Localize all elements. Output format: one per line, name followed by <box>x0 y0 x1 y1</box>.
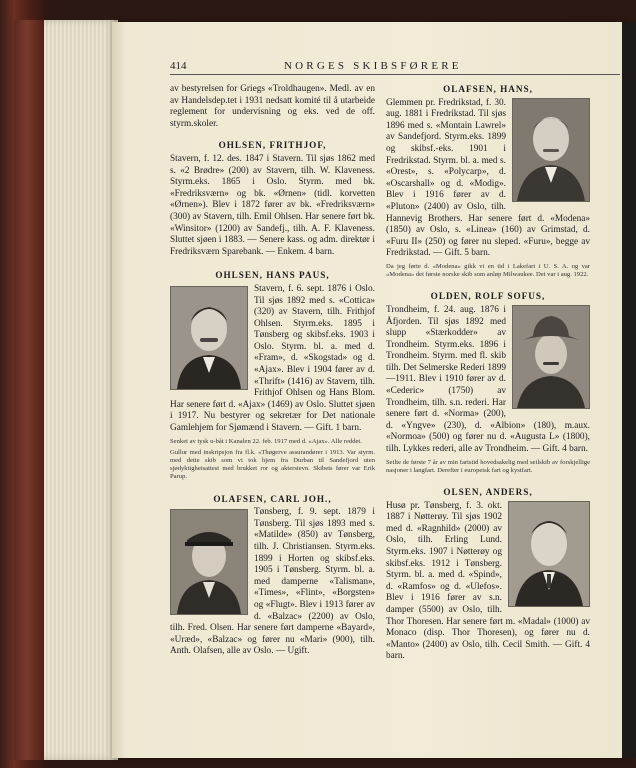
portrait-olafsen-hans <box>512 98 590 202</box>
entry-heading-olafsen-hans: OLAFSEN, HANS, <box>443 84 533 94</box>
entry-body-olsen-anders: Husø pr. Tønsberg, f. 3. okt. 1887 i Nøtterøy. Til sjøs 1902 med d. «Ragnhild» (2000) av Oslo, tilh. Erling Lund. Styrm.eks. 1907 i Nøtterøy og skibsf.eks. 1912 i Tønsberg. Styrm. bl. a. med d. «Spind», d. «Ramfos» og d. «Ulefos». Blev i 1916 fører av s.n. damper (5500) av Oslo, tilh. Thor Thoresen. Har senere ført m. «Madal» (1000) av Monaco (disp. Thor Thoresen), og fører nu d. «Manto» (2400) av Oslo, tilh. Cecil Smith. — Gift. 4 barn. <box>386 500 590 662</box>
page-stack-edges <box>44 20 118 760</box>
entry-body-ohlsen-hans-paus: Stavern, f. 6. sept. 1876 i Oslo. Til sjøs 1892 med s. «Cottica» (320) av Stavern, tilh. Frithjof Ohlsen. Styrm.eks. 1895 i Tønsberg og skibsf.eks. 1903 i Oslo. Styrm. bl. a. med d. «Fram», d. «Skogstad» og d. «Ajax». Blev i 1904 fører av d. «Thrift» (1416) av Stavern, tilh. Frithjof Ohlsen og Hans Blom. Har senere ført d. «Ajax» (1469) av Oslo. Sluttet sjøen i 1917. Nu bestyrer og sekretær for Det nationale Gamlehjem for Sjømænd i Stavern. — Gift. 1 barn. <box>170 283 375 434</box>
portrait-olafsen-carl-joh <box>170 509 248 615</box>
entry-note-ohlsen-hans-paus-2: Gullur med inskripsjon fra fl.k. «Thøgerve assurandører i 1913. Var styrm. med dette skib som vi tok hjem fra Durban til Sandefjord uten sjødyktighetsattest med brukket ror og akterstevn. Skibets fører var Erik Parup. <box>170 448 375 481</box>
intro-text: av bestyrelsen for Griegs «Troldhaugen». Medl. av en av Handelsdep.tet i 1931 nedsatt komité til å utarbeide reglement for undervisning og eks. ved de off. styrm.skoler. <box>170 84 375 129</box>
left-column <box>170 84 375 658</box>
right-column <box>386 84 590 663</box>
entry-heading-olafsen-carl-joh: OLAFSEN, CARL JOH., <box>213 493 332 504</box>
right-edge-shadow <box>622 22 636 758</box>
entry-note-ohlsen-hans-paus-1: Senket av tysk u-båt i Kanalen 22. feb. 1917 med d. «Ajax». Alle reddet. <box>170 437 362 445</box>
entry-body-ohlsen-frithjof: Stavern, f. 12. des. 1847 i Stavern. Til sjøs 1862 med s. «2 Brødre» (200) av Stavern, tilh. W. Klaveness. Styrm.eks. 1865 i Oslo. Styrm. med bk. «Fredriksværn» og bk. «Ørnen» (tidl. korvetten «Ørnen»). Blev i 1872 fører av bk. «Fredriksværn» (300) av Stavern, tilh. Emil Ohlsen. Har senere ført bk. «Winsitor» (1200) av Sandefj., tilh. A. F. Klaveness. Sluttet sjøen i 1883. — Senere kass. og adm. direktør i Fredriksværn Sparebank. — Enkem. 4 barn. <box>170 153 375 257</box>
entry-body-olafsen-hans: Glemmen pr. Fredrikstad, f. 30. aug. 1881 i Fredrikstad. Til sjøs 1896 med s. «Montain Lawrel» av Sandefjord. Styrm.eks. 1899 og skibsf.-eks. 1901 i Fredrikstad. Styrm. bl. a. med s. «Orest», s. «Polycarp», d. «Oscarshall» og d. «Modig». Blev i 1916 fører av d. «Pluton» (2400) av Oslo, tilh. Hannevig Brothers. Har senere ført d. «Modena» (1850) av Oslo, s. «Linea» (160) av Grimstad, d. «Furu II» (250) og fører nu sleped. «Furu», begge av Fredrikstad. — Gift. 5 barn. <box>386 97 590 259</box>
entry-body-olden-rolf-sofus: Trondheim, f. 24. aug. 1876 i Åfjorden. Til sjøs 1892 med slupp «Stærkodder» av Trondheim. Styrm.eks. 1896 i Trondheim. Styrm. med fl. skib tilh. Det Selmerske Rederi 1899—1911. Blev i 1910 fører av d. «Cederic» (1750) av Trondheim, tilh. s.n. rederi. Har senere ført d. «Norma» (200), d. «Yngve» (230), d. «Albion» (180), m.aux. «Normoa» (500) og fører nu d. «Augusta L» (1800), tilh. Lykkes rederi, alle av Trondheim. — Gift. 4 barn. <box>386 304 590 455</box>
entry-heading-olden-rolf-sofus: OLDEN, ROLF SOFUS, <box>430 291 546 302</box>
portrait-olden-rolf-sofus <box>512 305 590 409</box>
portrait-ohlsen-hans-paus <box>170 286 248 390</box>
header-rule <box>170 74 620 75</box>
entry-note-olafsen-hans: Da jeg førte d. «Modena» gikk vi en tid i Lakefart i U. S. A. og var «Modena» det første norske skib som anløp Milwaukee. Det var i aug. 1922. <box>386 262 590 279</box>
entry-heading-ohlsen-frithjof: OHLSEN, FRITHJOF, <box>218 140 327 151</box>
entry-heading-olsen-anders: OLSEN, ANDERS, <box>443 487 533 498</box>
entry-heading-ohlsen-hans-paus: OHLSEN, HANS PAUS, <box>215 270 330 281</box>
entry-note-olden-rolf-sofus: Seilte de første 7 år av min fartstid hovedsakelig med seilskib av forskjellige nasjoner i langfart. Derefter i europeisk fart og kystfart. <box>386 458 590 474</box>
entry-body-olafsen-carl-joh: Tønsberg, f. 9. sept. 1879 i Tønsberg. Til sjøs 1893 med s. «Matilde» (850) av Tønsberg, tilh. J. Christiansen. Styrm.eks. 1899 i Horten og skibsf.eks. 1905 i Tønsberg. Styrm. bl. a. med damperne «Talisman», «Times», «Flint», «Borgsten» og «Flugt». Blev i 1913 fører av d. «Balzac» (2200) av Oslo, tilh. Fred. Olsen. Har senere ført damperne «Bayard», «Uræd», «Balzac» og fører nu «Mari» (900), tilh. Anth. Olafsen, alle av Oslo. — Ugift. <box>170 507 375 657</box>
book-binding <box>14 20 46 760</box>
page-number: 414 <box>170 60 187 72</box>
portrait-olsen-anders <box>508 501 590 607</box>
running-title: NORGES SKIBSFØRERE <box>284 60 462 72</box>
